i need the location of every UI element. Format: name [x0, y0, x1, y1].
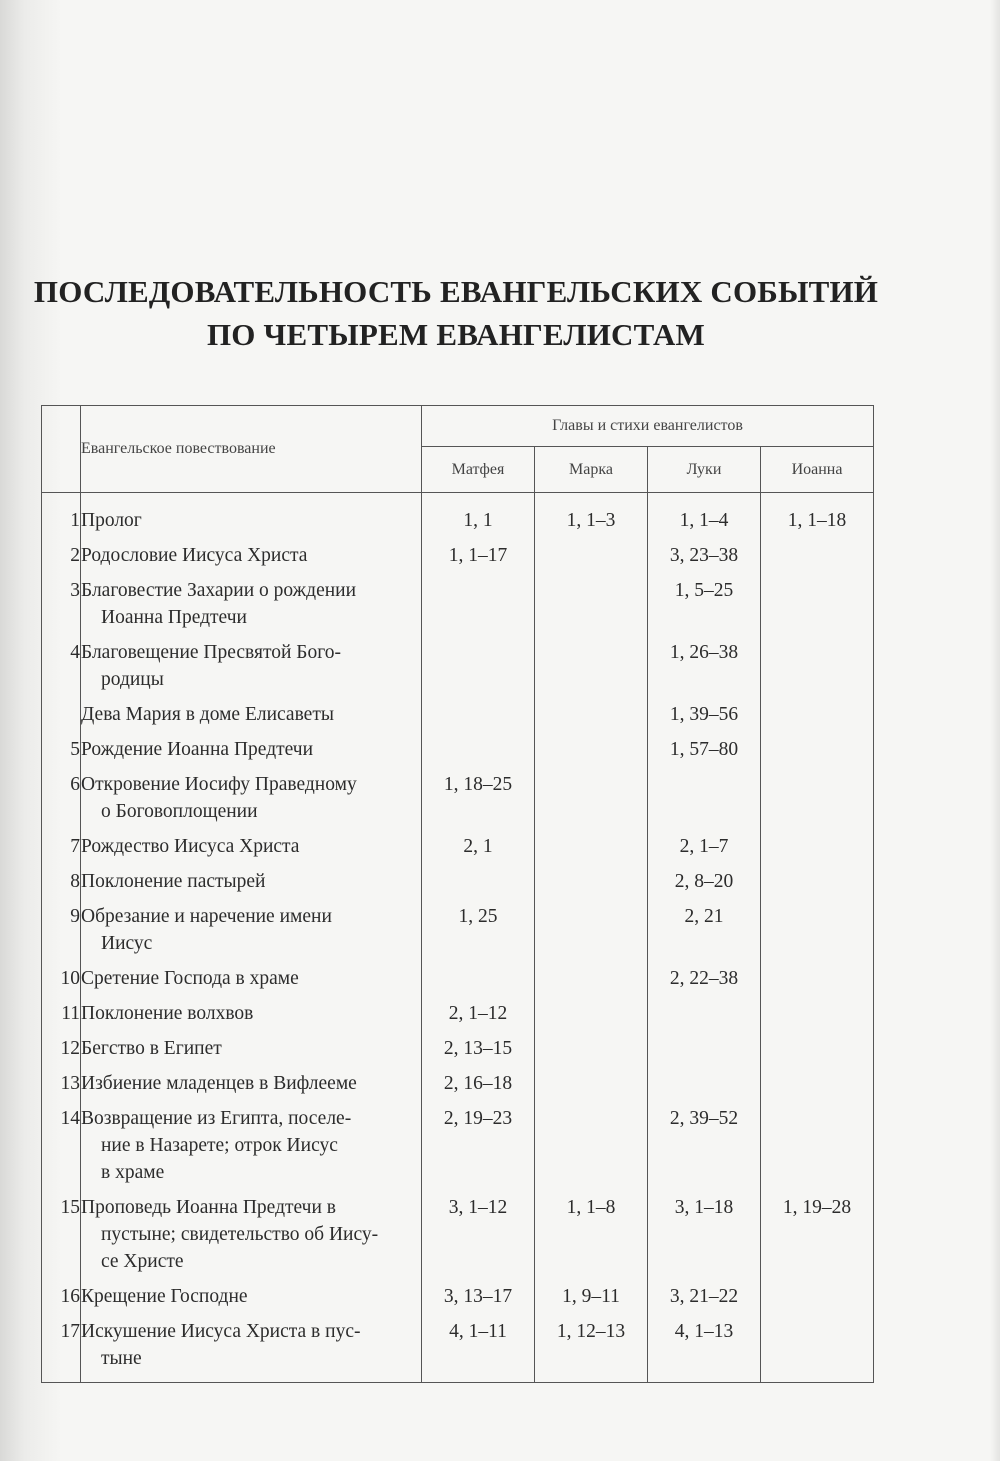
- evangelists-group-header: Главы и стихи евангелистов: [422, 406, 874, 447]
- reference-matthew: [422, 577, 535, 639]
- reference-john: [761, 833, 874, 868]
- event-name: [81, 493, 422, 543]
- event-name-line: Поклонение пастырей: [81, 871, 266, 892]
- event-name-line: о Боговоплощении: [101, 801, 258, 822]
- reference-matthew: 1, 25: [422, 903, 535, 965]
- reference-john: [761, 868, 874, 903]
- event-name: [81, 1105, 422, 1194]
- reference-matthew: 2, 16–18: [422, 1070, 535, 1105]
- reference-mark: [535, 577, 648, 639]
- reference-john: 1, 1–18: [761, 493, 874, 543]
- event-name-line: в храме: [101, 1162, 165, 1183]
- events-table-body: [42, 493, 874, 1383]
- row-number: 4: [42, 639, 81, 701]
- row-number: 14: [42, 1105, 81, 1194]
- row-number: 13: [42, 1070, 81, 1105]
- row-number: 9: [42, 903, 81, 965]
- reference-mark: 1, 9–11: [535, 1283, 648, 1318]
- events-table-header: [42, 406, 874, 493]
- reference-mark: [535, 1070, 648, 1105]
- reference-mark: 1, 1–8: [535, 1194, 648, 1283]
- reference-john: [761, 1000, 874, 1035]
- column-header-luke: Луки: [648, 447, 761, 493]
- event-name-line: Поклонение волхвов: [81, 1003, 254, 1024]
- event-name-line: Благовестие Захарии о рождении: [81, 580, 357, 601]
- reference-john: [761, 577, 874, 639]
- event-name-line: Искушение Иисуса Христа в пус-: [81, 1321, 361, 1342]
- reference-matthew: 2, 1–12: [422, 1000, 535, 1035]
- reference-john: [761, 965, 874, 1000]
- reference-mark: 1, 12–13: [535, 1318, 648, 1383]
- event-name: [81, 577, 422, 639]
- event-name-line: Проповедь Иоанна Предтечи в: [81, 1197, 337, 1218]
- reference-matthew: 1, 1–17: [422, 542, 535, 577]
- event-name: [81, 542, 422, 577]
- reference-matthew: [422, 639, 535, 701]
- row-number: 8: [42, 868, 81, 903]
- event-name: [81, 1283, 422, 1318]
- event-name-line: Пролог: [81, 510, 142, 531]
- event-name: [81, 965, 422, 1000]
- event-name: [81, 701, 422, 736]
- event-name-line: Родословие Иисуса Христа: [81, 545, 308, 566]
- events-table: [41, 405, 874, 1383]
- reference-mark: [535, 1105, 648, 1194]
- reference-luke: 2, 39–52: [648, 1105, 761, 1194]
- column-header-mark: Марка: [535, 447, 648, 493]
- event-name-line: Бегство в Египет: [81, 1038, 222, 1059]
- reference-luke: 3, 21–22: [648, 1283, 761, 1318]
- reference-matthew: 3, 1–12: [422, 1194, 535, 1283]
- event-name-line: Рождение Иоанна Предтечи: [81, 739, 314, 760]
- reference-mark: [535, 833, 648, 868]
- table-row: [42, 1035, 874, 1070]
- event-name: [81, 868, 422, 903]
- event-name: [81, 1035, 422, 1070]
- reference-matthew: 2, 19–23: [422, 1105, 535, 1194]
- reference-mark: [535, 903, 648, 965]
- event-name: [81, 833, 422, 868]
- event-name: [81, 1194, 422, 1283]
- page-title-line-2: ПО ЧЕТЫРЕМ ЕВАНГЕЛИСТАМ: [206, 317, 705, 352]
- reference-matthew: [422, 868, 535, 903]
- row-number: 2: [42, 542, 81, 577]
- reference-luke: [648, 1070, 761, 1105]
- reference-luke: [648, 1000, 761, 1035]
- reference-matthew: [422, 701, 535, 736]
- table-row: [42, 1283, 874, 1318]
- row-number: 17: [42, 1318, 81, 1383]
- reference-john: [761, 1035, 874, 1070]
- table-row: [42, 493, 874, 543]
- page-edge-right: [990, 0, 1000, 1461]
- table-row: [42, 771, 874, 833]
- reference-luke: 1, 1–4: [648, 493, 761, 543]
- reference-john: [761, 639, 874, 701]
- reference-john: [761, 736, 874, 771]
- event-name-line: пустыне; свидетельство об Иису-: [101, 1224, 379, 1245]
- reference-john: 1, 19–28: [761, 1194, 874, 1283]
- reference-luke: 1, 26–38: [648, 639, 761, 701]
- table-row: [42, 868, 874, 903]
- table-row: [42, 701, 874, 736]
- reference-john: [761, 1070, 874, 1105]
- reference-luke: 1, 39–56: [648, 701, 761, 736]
- row-number: 11: [42, 1000, 81, 1035]
- row-number: 10: [42, 965, 81, 1000]
- row-number: 15: [42, 1194, 81, 1283]
- table-row: [42, 903, 874, 965]
- reference-matthew: 3, 13–17: [422, 1283, 535, 1318]
- reference-mark: [535, 701, 648, 736]
- reference-mark: [535, 868, 648, 903]
- row-number: 16: [42, 1283, 81, 1318]
- reference-matthew: 1, 1: [422, 493, 535, 543]
- reference-mark: 1, 1–3: [535, 493, 648, 543]
- reference-luke: 2, 21: [648, 903, 761, 965]
- row-number: 6: [42, 771, 81, 833]
- reference-john: [761, 1318, 874, 1383]
- event-name-line: Откровение Иосифу Праведному: [81, 774, 357, 795]
- page-title-line-1: ПОСЛЕДОВАТЕЛЬНОСТЬ ЕВАНГЕЛЬСКИХ СОБЫТИЙ: [33, 274, 879, 309]
- narrative-column-header: Евангельское повествование: [81, 406, 422, 493]
- reference-mark: [535, 771, 648, 833]
- reference-luke: 2, 22–38: [648, 965, 761, 1000]
- table-row: [42, 736, 874, 771]
- event-name-line: ние в Назарете; отрок Иисус: [101, 1135, 338, 1156]
- event-name-line: Иоанна Предтечи: [101, 607, 247, 628]
- table-row: [42, 577, 874, 639]
- event-name-line: Сретение Господа в храме: [81, 968, 299, 989]
- reference-mark: [535, 1000, 648, 1035]
- page-title: [0, 270, 912, 356]
- table-row: [42, 1000, 874, 1035]
- event-name: [81, 771, 422, 833]
- reference-luke: 1, 5–25: [648, 577, 761, 639]
- reference-matthew: 4, 1–11: [422, 1318, 535, 1383]
- reference-john: [761, 1105, 874, 1194]
- event-name-line: Возвращение из Египта, поселе-: [81, 1108, 352, 1129]
- event-name: [81, 1318, 422, 1383]
- event-name-line: Благовещение Пресвятой Бого-: [81, 642, 341, 663]
- reference-john: [761, 542, 874, 577]
- reference-luke: 3, 23–38: [648, 542, 761, 577]
- table-row: [42, 1070, 874, 1105]
- row-number: 3: [42, 577, 81, 639]
- row-number: 5: [42, 736, 81, 771]
- event-name: [81, 639, 422, 701]
- event-name-line: Обрезание и наречение имени: [81, 906, 332, 927]
- table-row: [42, 1194, 874, 1283]
- reference-matthew: [422, 965, 535, 1000]
- row-number: 1: [42, 493, 81, 543]
- reference-john: [761, 903, 874, 965]
- event-name-line: Избиение младенцев в Вифлееме: [81, 1073, 357, 1094]
- reference-luke: 2, 1–7: [648, 833, 761, 868]
- reference-john: [761, 1283, 874, 1318]
- event-name-line: Иисус: [101, 933, 153, 954]
- table-row: [42, 833, 874, 868]
- reference-luke: [648, 1035, 761, 1070]
- table-row: [42, 965, 874, 1000]
- table-row: [42, 1105, 874, 1194]
- row-number: [42, 701, 81, 736]
- reference-mark: [535, 542, 648, 577]
- reference-matthew: [422, 736, 535, 771]
- reference-luke: 3, 1–18: [648, 1194, 761, 1283]
- event-name-line: Рождество Иисуса Христа: [81, 836, 300, 857]
- reference-matthew: 1, 18–25: [422, 771, 535, 833]
- event-name: [81, 1000, 422, 1035]
- event-name-line: родицы: [101, 669, 164, 690]
- column-header-john: Иоанна: [761, 447, 874, 493]
- row-number: 7: [42, 833, 81, 868]
- event-name: [81, 736, 422, 771]
- reference-luke: 4, 1–13: [648, 1318, 761, 1383]
- reference-luke: [648, 771, 761, 833]
- column-header-matthew: Матфея: [422, 447, 535, 493]
- row-number: 12: [42, 1035, 81, 1070]
- reference-luke: 2, 8–20: [648, 868, 761, 903]
- reference-matthew: 2, 13–15: [422, 1035, 535, 1070]
- table-row: [42, 542, 874, 577]
- reference-john: [761, 771, 874, 833]
- event-name: [81, 1070, 422, 1105]
- reference-mark: [535, 639, 648, 701]
- reference-mark: [535, 1035, 648, 1070]
- event-name-line: Крещение Господне: [81, 1286, 248, 1307]
- event-name: [81, 903, 422, 965]
- event-name-line: тыне: [101, 1348, 142, 1369]
- table-row: [42, 1318, 874, 1383]
- event-name-line: Дева Мария в доме Елисаветы: [81, 704, 334, 725]
- reference-matthew: 2, 1: [422, 833, 535, 868]
- reference-luke: 1, 57–80: [648, 736, 761, 771]
- reference-mark: [535, 965, 648, 1000]
- number-column-header: [42, 406, 81, 493]
- table-row: [42, 639, 874, 701]
- event-name-line: се Христе: [101, 1251, 184, 1272]
- reference-mark: [535, 736, 648, 771]
- reference-john: [761, 701, 874, 736]
